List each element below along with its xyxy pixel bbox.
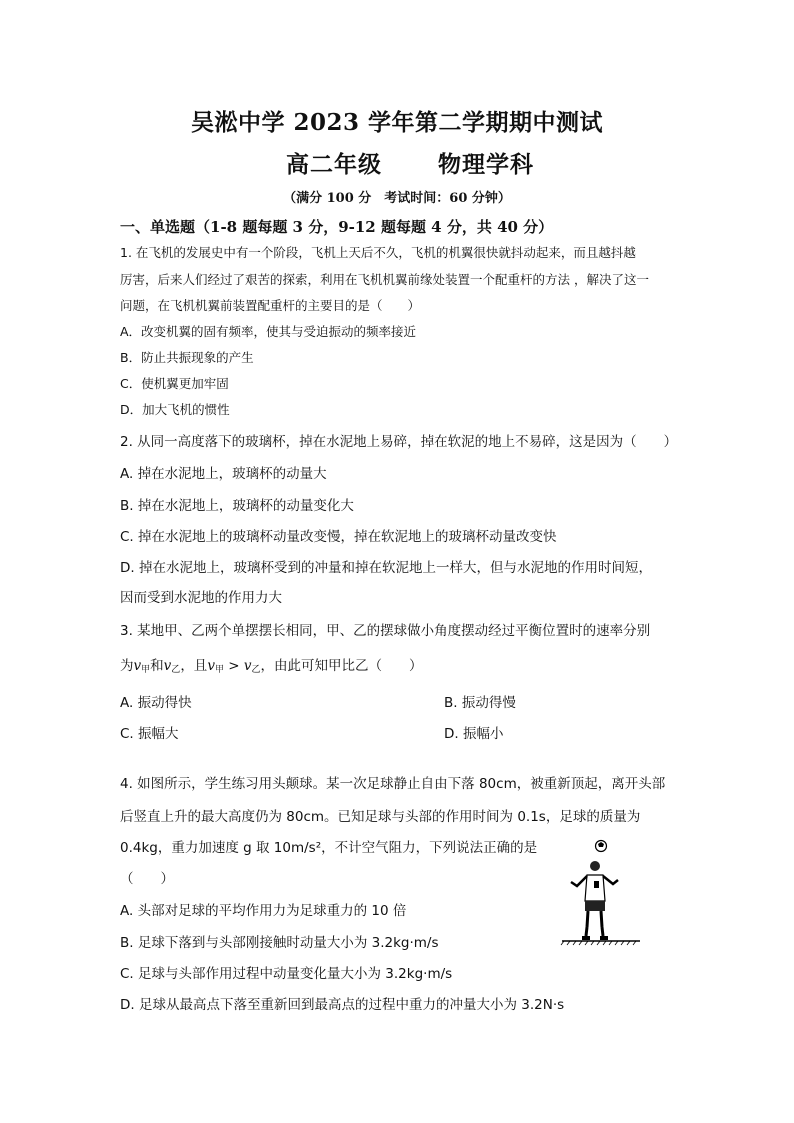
q3-stem-line-1: 3. 某地甲、乙两个单摆摆长相同，甲、乙的摆球做小角度摆动经过平衡位置时的速率分别 [120, 623, 651, 639]
q1-stem-line-1: 1. 在飞机的发展史中有一个阶段，飞机上天后不久，飞机的机翼很快就抖动起来，而且越抖越 [120, 245, 636, 260]
q1-stem-line-2: 厉害，后来人们经过了艰苦的探索，利用在飞机机翼前缘处装置一个配重杆的方法 ，解决了这一 [120, 272, 649, 287]
subscript-jia: 甲 [214, 665, 224, 675]
student-heading-ball-figure [560, 835, 640, 950]
q4-option-a: A. 头部对足球的平均作用力为足球重力的 10 倍 [120, 903, 407, 919]
q3-stem-line-2 [120, 654, 423, 675]
subscript-yi: 乙 [171, 665, 181, 675]
q3-text-he: 和 [150, 658, 164, 674]
q3-option-a: A. 振动得快 [120, 695, 192, 711]
v-symbol: v [163, 658, 172, 674]
q3-text-wei: 为 [120, 658, 134, 674]
q2-option-d: D. 掉在水泥地上，玻璃杯受到的冲量和掉在软泥地上一样大，但与水泥地的作用时间短， [120, 560, 652, 576]
q2-option-a: A. 掉在水泥地上，玻璃杯的动量大 [120, 466, 327, 482]
q2-option-b: B. 掉在水泥地上，玻璃杯的动量变化大 [120, 498, 354, 514]
q4-stem-line-2: 后竖直上升的最大高度仍为 80cm。已知足球与头部的作用时间为 0.1s，足球的质量为 [120, 809, 641, 825]
subscript-yi: 乙 [251, 665, 261, 675]
q4-stem-line-1: 4. 如图所示，学生练习用头颠球。某一次足球静止自由下落 80cm，被重新顶起，离开头部 [120, 776, 666, 792]
q4-option-d: D. 足球从最高点下落至重新回到最高点的过程中重力的冲量大小为 3.2N·s [120, 997, 565, 1013]
q2-option-c: C. 掉在水泥地上的玻璃杯动量改变慢，掉在软泥地上的玻璃杯动量改变快 [120, 529, 557, 545]
q1-option-c: C．使机翼更加牢固 [120, 376, 229, 391]
left-arm-icon [571, 876, 587, 886]
q3-gt: > [223, 658, 244, 674]
subject-label: 物理学科 [438, 151, 534, 178]
v-symbol: v [207, 658, 215, 674]
right-arm-icon [603, 876, 618, 884]
q4-stem-line-3: 0.4kg，重力加速度 g 取 10m/s²，不计空气阻力，下列说法正确的是 [120, 840, 538, 856]
q1-option-d: D．加大飞机的惯性 [120, 402, 230, 417]
q1-stem-line-3: 问题，在飞机机翼前装置配重杆的主要目的是（ ） [120, 298, 421, 313]
section-heading: 一、单选题（1-8 题每题 3 分，9-12 题每题 4 分，共 40 分） [120, 218, 554, 236]
q3-text-post: ，由此可知甲比乙（ ） [260, 658, 423, 674]
subscript-jia: 甲 [141, 665, 151, 675]
v-symbol: v [243, 658, 252, 674]
exam-info: （满分 100 分 考试时间：60 分钟） [283, 191, 511, 206]
q4-stem-line-4: （ ） [120, 871, 174, 887]
head-icon [590, 861, 600, 871]
grade-label: 高二年级 [286, 151, 382, 178]
q2-option-d-cont: 因而受到水泥地的作用力大 [120, 590, 282, 606]
q3-option-d: D. 振幅小 [444, 726, 504, 742]
legs-icon [587, 911, 602, 927]
q4-option-b: B. 足球下落到与头部刚接触时动量大小为 3.2kg·m/s [120, 935, 439, 951]
q1-option-a: A．改变机翼的固有频率，使其与受迫振动的频率接近 [120, 324, 417, 339]
q3-option-c: C. 振幅大 [120, 726, 179, 742]
q3-option-b: B. 振动得慢 [444, 695, 516, 711]
exam-title: 吴淞中学 2023 学年第二学期期中测试 [190, 109, 604, 136]
q3-text-qie: ，且 [180, 658, 208, 674]
q1-option-b: B．防止共振现象的产生 [120, 350, 254, 365]
q2-stem: 2. 从同一高度落下的玻璃杯，掉在水泥地上易碎，掉在软泥的地上不易碎，这是因为（ ） [120, 434, 678, 450]
v-symbol: v [133, 658, 142, 674]
q4-option-c: C. 足球与头部作用过程中动量变化量大小为 3.2kg·m/s [120, 966, 453, 982]
